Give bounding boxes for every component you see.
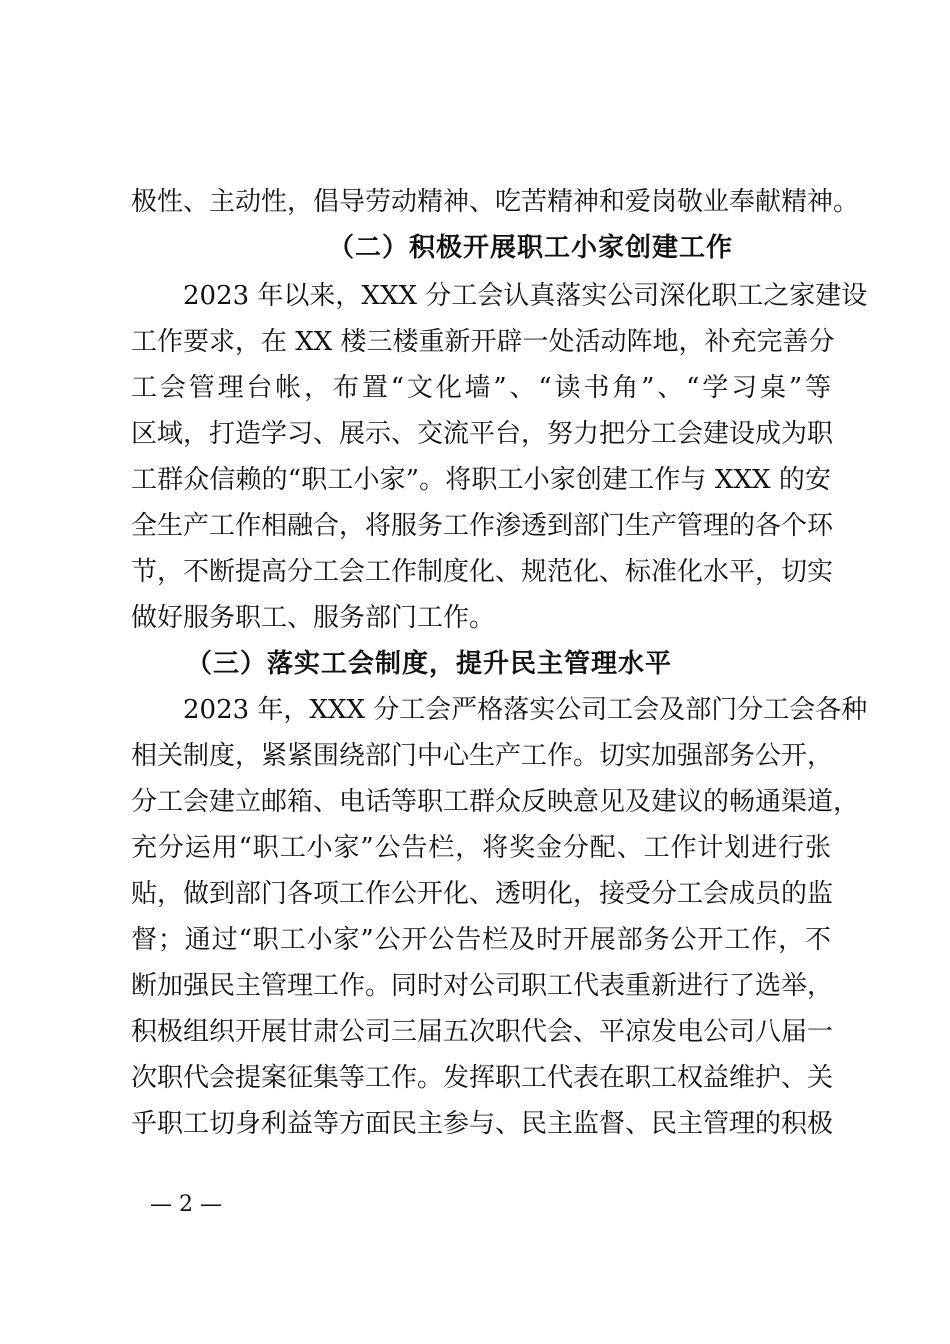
body-text-line: 督；通过“职工小家”公开公告栏及时开展部务公开工作，不: [131, 925, 831, 955]
page-number: — 2 —: [150, 1192, 222, 1217]
body-text-line: 充分运用“职工小家”公告栏，将奖金分配、工作计划进行张: [131, 833, 831, 863]
body-text-line: 贴，做到部门各项工作公开化、透明化，接受分工会成员的监: [131, 879, 834, 909]
section-heading-three: （三）落实工会制度，提升民主管理水平: [186, 649, 673, 679]
body-text-line: 积极组织开展甘肃公司三届五次职代会、平凉发电公司八届一: [131, 1017, 834, 1047]
body-text-line: 节，不断提高分工会工作制度化、规范化、标准化水平，切实: [131, 557, 834, 587]
body-text-line: 区域，打造学习、展示、交流平台，努力把分工会建设成为职: [131, 419, 834, 449]
body-text-line: 工群众信赖的“职工小家”。将职工小家创建工作与 XXX 的安: [131, 465, 831, 495]
body-text-line: 2023 年以来，XXX 分工会认真落实公司深化职工之家建设: [183, 281, 868, 311]
section-heading-two: （二）积极开展职工小家创建工作: [328, 233, 734, 263]
body-text-line: 相关制度，紧紧围绕部门中心生产工作。切实加强部务公开，: [131, 741, 834, 771]
body-text-line: 次职代会提案征集等工作。发挥职工代表在职工权益维护、关: [131, 1063, 834, 1093]
body-text-line: 2023 年，XXX 分工会严格落实公司工会及部门分工会各种: [183, 695, 868, 725]
body-text-line: 工会管理台帐，布置“文化墙”、“读书角”、“学习桌”等: [131, 373, 831, 403]
body-text-line: 断加强民主管理工作。同时对公司职工代表重新进行了选举，: [131, 971, 834, 1001]
body-text-line: 分工会建立邮箱、电话等职工群众反映意见及建议的畅通渠道，: [131, 787, 860, 817]
body-text-line: 极性、主动性，倡导劳动精神、吃苦精神和爱岗敬业奉献精神。: [131, 187, 860, 217]
body-text-line: 乎职工切身利益等方面民主参与、民主监督、民主管理的积极: [131, 1109, 834, 1139]
body-text-line: 做好服务职工、服务部门工作。: [131, 603, 496, 633]
body-text-line: 全生产工作相融合，将服务工作渗透到部门生产管理的各个环: [131, 511, 834, 541]
body-text-line: 工作要求，在 XX 楼三楼重新开辟一处活动阵地，补充完善分: [131, 327, 835, 357]
